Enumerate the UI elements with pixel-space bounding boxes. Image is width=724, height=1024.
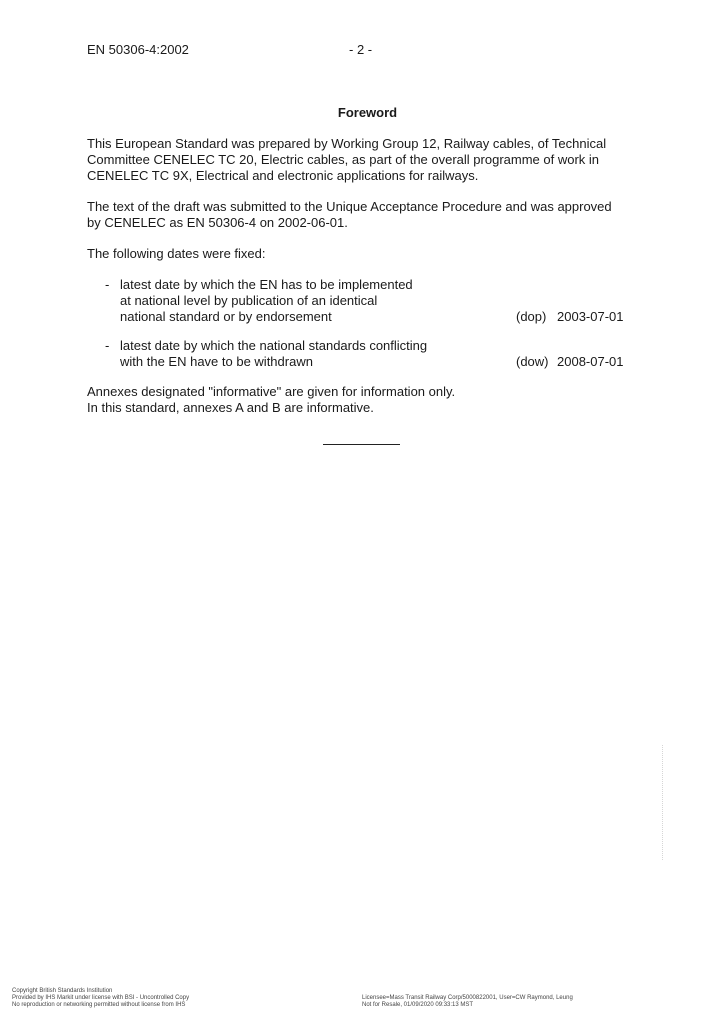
text-line-with-date [120, 309, 638, 325]
date-value: 2008-07-01 [557, 354, 624, 369]
text-line: by CENELEC as EN 50306-4 on 2002-06-01. [87, 215, 348, 230]
paragraph-approval [87, 199, 638, 231]
footer-line: Licensee=Mass Transit Railway Corp/5000822001, User=CW Raymond, Leung [362, 995, 573, 1001]
text-line: at national level by publication of an identical [120, 293, 378, 308]
paragraph-preparation [87, 136, 638, 184]
text-line: national standard or by endorsement [120, 309, 332, 324]
text-line: latest date by which the EN has to be implemented [120, 277, 413, 292]
foreword-section [87, 105, 638, 431]
text-line-with-date [120, 354, 638, 370]
dates-list [87, 277, 638, 370]
footer-line: No reproduction or networking permitted without license from IHS [12, 1002, 186, 1008]
paragraph-annexes [87, 384, 638, 416]
footer-line: Not for Resale, 01/09/2020 09:33:13 MST [362, 1002, 474, 1008]
footer-line: Copyright British Standards Institution [12, 988, 113, 994]
text-line: The text of the draft was submitted to the Unique Acceptance Procedure and was approved [87, 199, 612, 214]
date-abbreviation: (dop) [516, 309, 547, 324]
text-line: CENELEC TC 9X, Electrical and electronic applications for railways. [87, 168, 479, 183]
list-dash: - [105, 338, 110, 353]
text-line: This European Standard was prepared by Working Group 12, Railway cables, of Technical [87, 136, 607, 151]
list-item-dow [87, 338, 638, 370]
paragraph-dates-intro: The following dates were fixed: [87, 246, 266, 261]
closing-rule-divider [323, 444, 400, 445]
footer-line: Provided by IHS Markit under license with BSI - Uncontrolled Copy [12, 995, 190, 1001]
page-number: - 2 - [349, 42, 373, 57]
scan-side-marks [662, 745, 667, 860]
list-item-dop [87, 277, 638, 325]
foreword-title: Foreword [337, 105, 398, 120]
text-line: Annexes designated "informative" are given for information only. [87, 384, 456, 399]
footer-copyright [12, 988, 189, 1009]
footer-license [362, 995, 573, 1009]
text-line: Committee CENELEC TC 20, Electric cables, as part of the overall programme of work in [87, 152, 600, 167]
date-value: 2003-07-01 [557, 309, 624, 324]
text-line: In this standard, annexes A and B are informative. [87, 400, 374, 415]
list-dash: - [105, 277, 110, 292]
text-line: latest date by which the national standards conflicting [120, 338, 428, 353]
text-line: with the EN have to be withdrawn [120, 354, 313, 369]
date-abbreviation: (dow) [516, 354, 549, 369]
document-id: EN 50306-4:2002 [87, 42, 189, 57]
page-header [87, 42, 637, 62]
